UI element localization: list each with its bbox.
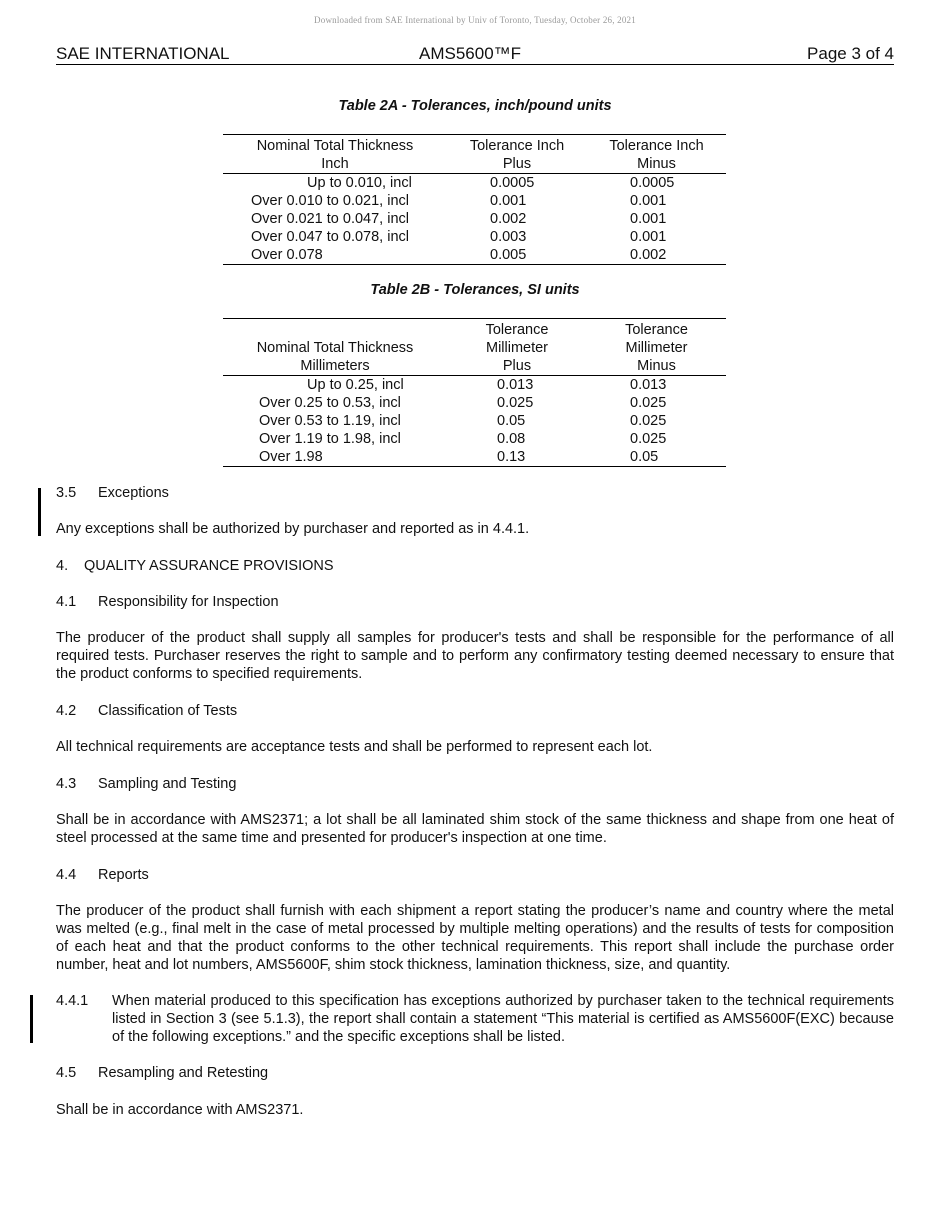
section-4-4-text: The producer of the product shall furnish with each shipment a report stating the producer’s name and country where the metal was melted (e.g., final melt in the case of metal processed by multiple melting operations) and the results of tests for composition of each heat and that the product conforms to the other technical requirements. This report shall include the purchase order number, heat and lot numbers, AMS5600F, shim stock thickness, lamination thickness, size, and quantity. (56, 903, 894, 973)
table-row (223, 412, 726, 430)
table-cell: 0.13 (447, 448, 587, 467)
table-cell: 0.003 (490, 229, 527, 245)
table-cell: 0.002 (490, 211, 527, 227)
section-4-2-text: All technical requirements are acceptance tests and shall be performed to represent each lot. (56, 739, 653, 755)
section-4-3-text: Shall be in accordance with AMS2371; a lot shall be all laminated shim stock of the same thickness and shape from one heat of steel processed at the same time and presented for producer's inspection at one time. (56, 812, 894, 846)
section-number: 4.4 (56, 867, 77, 883)
section-number: 4.4.1 (56, 993, 89, 1009)
section-4-1-text: The producer of the product shall supply all samples for producer's tests and shall be responsible for the performance of all required tests. Purchaser reserves the right to sample and to perform any confirmatory testing deemed necessary to ensure that the product conforms to specified requirements. (56, 630, 894, 682)
section-number: 4.2 (56, 703, 77, 719)
table-row (223, 174, 726, 193)
header-organization: SAE INTERNATIONAL (56, 44, 230, 63)
table-cell: 0.0005 (490, 175, 535, 191)
section-number: 3.5 (56, 485, 77, 501)
table-cell: 0.013 (497, 377, 534, 393)
table-cell: Up to 0.25, incl (307, 377, 404, 393)
section-title: Resampling and Retesting (98, 1065, 269, 1081)
header-document-number: AMS5600™F (419, 44, 522, 63)
table-row (223, 246, 726, 265)
table-row (223, 192, 726, 210)
table-row (223, 430, 726, 448)
table-cell: 0.005 (447, 246, 587, 265)
section-4-5-heading (56, 1064, 894, 1082)
section-4-4-heading (56, 866, 894, 884)
table-cell: 0.08 (497, 431, 526, 447)
section-title: Exceptions (98, 485, 169, 501)
section-number: 4. (56, 558, 69, 574)
revision-change-bar (38, 488, 41, 536)
table-header-cell: Tolerance (447, 319, 587, 340)
section-4-heading (56, 557, 894, 575)
table-row (223, 228, 726, 246)
table-header-cell: Nominal Total Thickness (256, 340, 414, 356)
table-cell: Over 0.021 to 0.047, incl (251, 211, 409, 227)
table-cell: 0.025 (630, 431, 667, 447)
table-cell: 0.025 (630, 413, 667, 429)
section-4-3-heading (56, 775, 894, 793)
table-header-cell: Plus (447, 357, 587, 376)
download-watermark: Downloaded from SAE International by Univ of Toronto, Tuesday, October 26, 2021 (314, 15, 636, 25)
section-4-5-text: Shall be in accordance with AMS2371. (56, 1102, 304, 1118)
table-cell: Over 0.53 to 1.19, incl (259, 413, 401, 429)
section-number: 4.1 (56, 594, 77, 610)
page-header (56, 44, 894, 65)
table-header-cell: Tolerance (587, 319, 726, 340)
table-cell: 0.001 (630, 229, 667, 245)
table-cell: Over 0.25 to 0.53, incl (259, 395, 401, 411)
table-cell: 0.001 (630, 193, 667, 209)
header-page-number: Page 3 of 4 (807, 44, 894, 63)
section-3-5-text: Any exceptions shall be authorized by purchaser and reported as in 4.4.1. (56, 521, 530, 537)
table-cell: Over 1.19 to 1.98, incl (259, 431, 401, 447)
table-cell: Up to 0.010, incl (307, 175, 412, 191)
table-cell: 0.0005 (630, 175, 675, 191)
table-header-cell: Millimeter (485, 340, 549, 356)
table-cell: 0.013 (630, 377, 667, 393)
section-3-5-heading (56, 484, 894, 502)
section-title: Reports (98, 867, 149, 883)
section-title: QUALITY ASSURANCE PROVISIONS (84, 558, 334, 574)
section-4-1-heading (56, 593, 894, 611)
table-header-cell: Minus (587, 357, 726, 376)
revision-change-bar (30, 995, 33, 1043)
section-title: Classification of Tests (98, 703, 238, 719)
table-cell: 0.05 (497, 413, 526, 429)
table-cell: Over 0.078 (223, 246, 447, 265)
section-number: 4.5 (56, 1065, 77, 1081)
table-cell: 0.001 (490, 193, 527, 209)
table-row (223, 448, 726, 467)
table-header-cell: Minus (587, 155, 726, 174)
table-cell: 0.025 (630, 395, 667, 411)
table-cell: Over 0.047 to 0.078, incl (251, 229, 409, 245)
section-4-4-1-text: When material produced to this specification has exceptions authorized by purchaser taken to the technical requirements listed in Section 3 (see 5.1.3), the report shall contain a statement “This material is certified as AMS5600F(EXC) because of the following exceptions.” and the specific exceptions shall be listed. (112, 993, 894, 1045)
section-title: Responsibility for Inspection (98, 594, 279, 610)
table-header-cell: Millimeter (625, 340, 688, 356)
table-header-cell: Tolerance Inch (587, 135, 726, 156)
table-cell: 0.05 (587, 448, 726, 467)
section-4-4-1 (56, 992, 894, 1046)
table-row (223, 394, 726, 412)
table-cell: Over 1.98 (223, 448, 447, 467)
section-4-2-heading (56, 702, 894, 720)
table-cell: 0.002 (587, 246, 726, 265)
table-header-cell: Nominal Total Thickness (223, 135, 447, 156)
table-header-cell: Millimeters (223, 357, 447, 376)
table-2a (223, 134, 726, 265)
section-number: 4.3 (56, 776, 77, 792)
table-row (223, 210, 726, 228)
table-2a-caption: Table 2A - Tolerances, inch/pound units (338, 98, 612, 114)
table-2b (223, 318, 726, 467)
table-header-cell: Inch (223, 155, 447, 174)
table-header-cell (223, 319, 447, 340)
table-header-cell: Tolerance Inch (447, 135, 587, 156)
table-2b-caption: Table 2B - Tolerances, SI units (370, 282, 580, 298)
table-row (223, 376, 726, 395)
table-cell: Over 0.010 to 0.021, incl (251, 193, 409, 209)
table-cell: 0.001 (630, 211, 667, 227)
table-header-cell: Plus (447, 155, 587, 174)
section-title: Sampling and Testing (98, 776, 237, 792)
table-cell: 0.025 (497, 395, 534, 411)
